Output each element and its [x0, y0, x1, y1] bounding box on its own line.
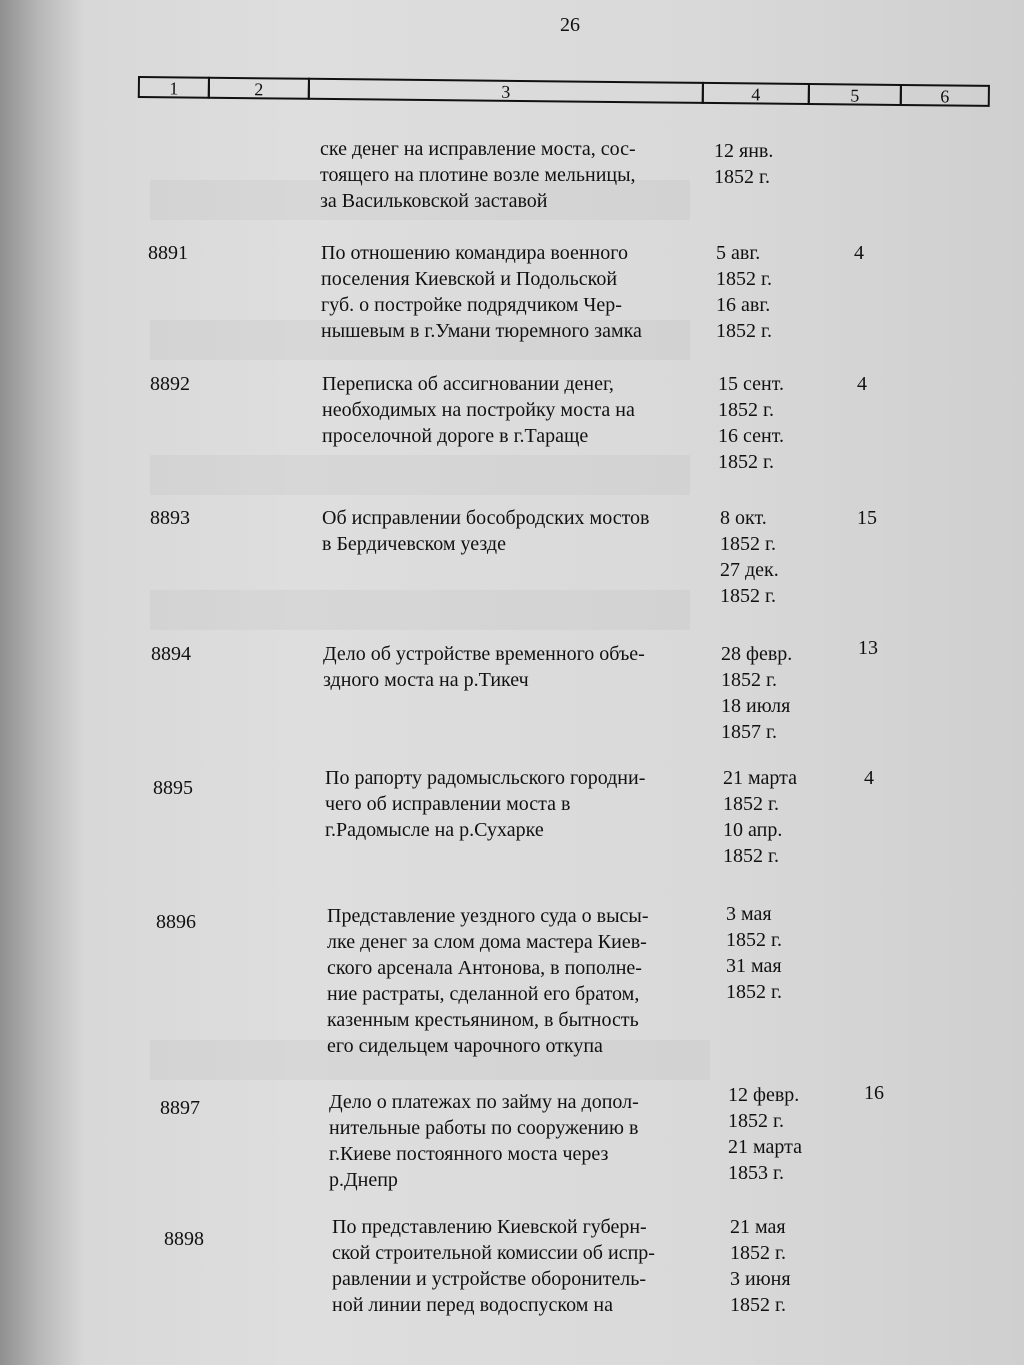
- date-line: 1852 г.: [730, 1294, 786, 1316]
- entry-dates: [728, 1082, 838, 1186]
- date-line: 5 авг.: [716, 242, 761, 264]
- description-line: ской строительной комиссии об испр-: [332, 1242, 655, 1264]
- date-line: 1852 г.: [730, 1242, 786, 1264]
- entry-description: [321, 240, 711, 344]
- date-line: 21 марта: [723, 767, 797, 789]
- description-line: казенным крестьянином, в бытность: [327, 1009, 639, 1031]
- date-line: 16 сент.: [718, 425, 784, 447]
- entry-sheets: 16: [864, 1082, 884, 1104]
- description-line: нительные работы по сооружению в: [329, 1117, 639, 1139]
- date-line: 27 дек.: [720, 559, 779, 581]
- date-line: 18 июля: [721, 695, 791, 717]
- entry-description: [327, 903, 717, 1059]
- date-line: 21 мая: [730, 1216, 786, 1238]
- entry-dates: [716, 240, 826, 344]
- description-line: необходимых на постройку моста на: [322, 399, 635, 421]
- date-line: 1852 г.: [723, 793, 779, 815]
- column-header-4: 4: [702, 82, 810, 105]
- date-line: 3 мая: [726, 903, 772, 925]
- description-line: тоящего на плотине возле мельницы,: [320, 164, 636, 186]
- date-line: 16 авг.: [716, 294, 771, 316]
- description-line: в Бердичевском уезде: [322, 533, 506, 555]
- date-line: 1852 г.: [714, 166, 770, 188]
- entry-description: [323, 641, 713, 693]
- description-line: г.Киеве постоянного моста через: [329, 1143, 609, 1165]
- page-number: 26: [560, 14, 580, 36]
- entry-number: 8897: [160, 1097, 200, 1119]
- entry-description: [329, 1089, 719, 1193]
- entry-dates: [721, 641, 831, 745]
- date-line: 1852 г.: [720, 533, 776, 555]
- entry-number: 8895: [153, 777, 193, 799]
- entry-sheets: 4: [854, 242, 864, 264]
- description-line: чего об исправлении моста в: [325, 793, 571, 815]
- date-line: 10 апр.: [723, 819, 783, 841]
- date-line: 15 сент.: [718, 373, 784, 395]
- date-line: 1857 г.: [721, 721, 777, 743]
- description-line: ние растраты, сделанной его братом,: [327, 983, 640, 1005]
- date-line: 1852 г.: [716, 320, 772, 342]
- description-line: здного моста на р.Тикеч: [323, 669, 529, 691]
- date-line: 1853 г.: [728, 1162, 784, 1184]
- date-line: 21 марта: [728, 1136, 802, 1158]
- column-header-1: 1: [138, 76, 210, 99]
- entry-dates: [718, 371, 828, 475]
- entry-description: [322, 505, 712, 557]
- description-line: лке денег за слом дома мастера Киев-: [327, 931, 647, 953]
- date-line: 31 мая: [726, 955, 782, 977]
- date-line: 1852 г.: [726, 929, 782, 951]
- description-line: Переписка об ассигновании денег,: [322, 373, 614, 395]
- date-line: 1852 г.: [726, 981, 782, 1003]
- date-line: 8 окт.: [720, 507, 767, 529]
- entry-sheets: 15: [857, 507, 877, 529]
- description-line: проселочной дороге в г.Таращe: [322, 425, 589, 447]
- column-header-6: 6: [900, 84, 990, 107]
- entry-number: 8893: [150, 507, 190, 529]
- bleed-through-shadow: [150, 590, 690, 630]
- entry-sheets: 4: [864, 767, 874, 789]
- description-line: Представление уездного суда о высы-: [327, 905, 649, 927]
- date-line: 3 июня: [730, 1268, 791, 1290]
- description-line: г.Радомысле на р.Сухарке: [325, 819, 544, 841]
- description-line: ского арсенала Антонова, в пополне-: [327, 957, 642, 979]
- entry-sheets: 4: [857, 373, 867, 395]
- entry-number: 8894: [151, 643, 191, 665]
- description-line: поселения Киевской и Подольской: [321, 268, 618, 290]
- entry-description: [332, 1214, 722, 1318]
- description-line: губ. о постройке подрядчиком Чер-: [321, 294, 622, 316]
- date-line: 1852 г.: [728, 1110, 784, 1132]
- description-line: нышевым в г.Умани тюремного замка: [321, 320, 642, 342]
- date-line: 12 янв.: [714, 140, 774, 162]
- date-line: 28 февр.: [721, 643, 793, 665]
- entry-sheets: 13: [858, 637, 878, 659]
- date-line: 12 февр.: [728, 1084, 800, 1106]
- description-line: ске денег на исправление моста, сос-: [320, 138, 636, 160]
- entry-dates: [714, 138, 824, 190]
- entry-dates: [720, 505, 830, 609]
- entry-dates: [726, 901, 836, 1005]
- description-line: р.Днепр: [329, 1169, 398, 1191]
- column-header-2: 2: [208, 77, 310, 100]
- date-line: 1852 г.: [723, 845, 779, 867]
- entry-dates: [723, 765, 833, 869]
- description-line: равлении и устройстве оборонитель-: [332, 1268, 647, 1290]
- description-line: Об исправлении бособродских мостов: [322, 507, 650, 529]
- entry-number: 8898: [164, 1228, 204, 1250]
- description-line: По отношению командира военного: [321, 242, 628, 264]
- date-line: 1852 г.: [716, 268, 772, 290]
- description-line: ной линии перед водоспуском на: [332, 1294, 613, 1316]
- column-header-3: 3: [308, 78, 704, 104]
- entry-number: 8896: [156, 911, 196, 933]
- column-header-5: 5: [808, 83, 902, 106]
- entry-description: [322, 371, 712, 449]
- description-line: По рапорту радомысльского городни-: [325, 767, 646, 789]
- date-line: 1852 г.: [718, 451, 774, 473]
- date-line: 1852 г.: [718, 399, 774, 421]
- entry-number: 8892: [150, 373, 190, 395]
- description-line: Дело об устройстве временного объе-: [323, 643, 645, 665]
- entry-description: [320, 136, 710, 214]
- description-line: за Васильковской заставой: [320, 190, 548, 212]
- description-line: Дело о платежах по займу на допол-: [329, 1091, 639, 1113]
- column-header-row: [138, 76, 990, 123]
- description-line: По представлению Киевской губерн-: [332, 1216, 647, 1238]
- description-line: его сидельцем чарочного откупа: [327, 1035, 603, 1057]
- bleed-through-shadow: [150, 455, 690, 495]
- entry-dates: [730, 1214, 840, 1318]
- entry-number: 8891: [148, 242, 188, 264]
- date-line: 1852 г.: [720, 585, 776, 607]
- entry-description: [325, 765, 715, 843]
- date-line: 1852 г.: [721, 669, 777, 691]
